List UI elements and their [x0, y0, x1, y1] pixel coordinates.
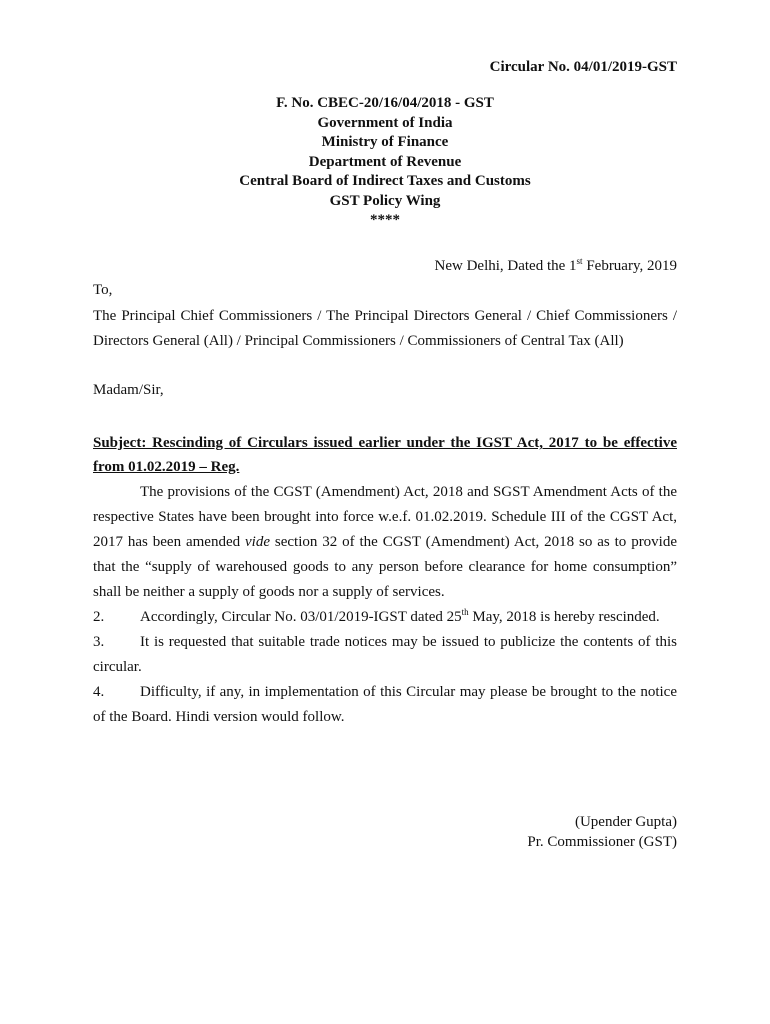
paragraph-2 — [93, 605, 677, 630]
paragraph-1-text-a: The provisions of the CGST (Amendment) Act, 2018 and SGST Amendment Acts of the respective States have been brought into force w.e.f. 01.02.2019. Schedule III of the CGST Act, 2017 has been amended — [93, 484, 677, 550]
subject-line: Subject: Rescinding of Circulars issued earlier under the IGST Act, 2017 to be effective from 01.02.2019 – Reg. — [93, 435, 677, 475]
header-department: Department of Revenue — [308, 153, 462, 170]
paragraph-1 — [93, 480, 677, 605]
signature-block — [527, 813, 677, 852]
date-line — [435, 256, 678, 275]
paragraph-1-italic: vide — [245, 534, 270, 550]
document-header — [0, 94, 770, 231]
paragraph-4-text: Difficulty, if any, in implementation of this Circular may please be brought to the notice of the Board. Hindi version would follow. — [93, 684, 677, 725]
file-number: F. No. CBEC-20/16/04/2018 - GST — [276, 95, 494, 111]
signatory-designation: Pr. Commissioner (GST) — [527, 833, 677, 850]
paragraph-2-number: 2. — [93, 609, 105, 625]
header-stars: **** — [370, 212, 400, 228]
paragraph-1-text-b: section 32 of the CGST (Amendment) Act, 2018 so as to provide that the “supply of warehoused goods to any person before clearance for home consumption” shall be neither a supply of goods nor a supply of services. — [93, 534, 678, 600]
paragraph-3 — [93, 630, 677, 680]
date-rest: February, 2019 — [582, 258, 677, 274]
paragraph-2-text-b: May, 2018 is hereby rescinded. — [468, 609, 660, 625]
paragraph-4 — [93, 680, 677, 730]
header-wing: GST Policy Wing — [329, 192, 441, 209]
paragraph-3-number: 3. — [93, 634, 105, 650]
paragraph-4-number: 4. — [93, 684, 105, 700]
header-government: Government of India — [317, 114, 453, 131]
date-prefix: New Delhi, Dated the 1 — [434, 258, 577, 274]
paragraph-2-ordinal: th — [461, 607, 469, 617]
addressee: The Principal Chief Commissioners / The Principal Directors General / Chief Commissioners / Directors General (All) / Principal Commissioners / Commissioners of Central Tax (All) — [93, 308, 677, 349]
paragraph-2-text-a: Accordingly, Circular No. 03/01/2019-IGST dated 25 — [140, 609, 462, 625]
body-text — [93, 480, 677, 730]
salutation: Madam/Sir, — [93, 382, 164, 398]
header-board: Central Board of Indirect Taxes and Customs — [239, 173, 531, 189]
paragraph-3-text: It is requested that suitable trade notices may be issued to publicize the contents of this circular. — [93, 634, 677, 675]
circular-number: Circular No. 04/01/2019-GST — [489, 59, 677, 75]
signatory-name: (Upender Gupta) — [574, 814, 677, 830]
to-label: To, — [93, 282, 113, 298]
header-ministry: Ministry of Finance — [321, 134, 449, 150]
date-ordinal: st — [576, 256, 583, 266]
